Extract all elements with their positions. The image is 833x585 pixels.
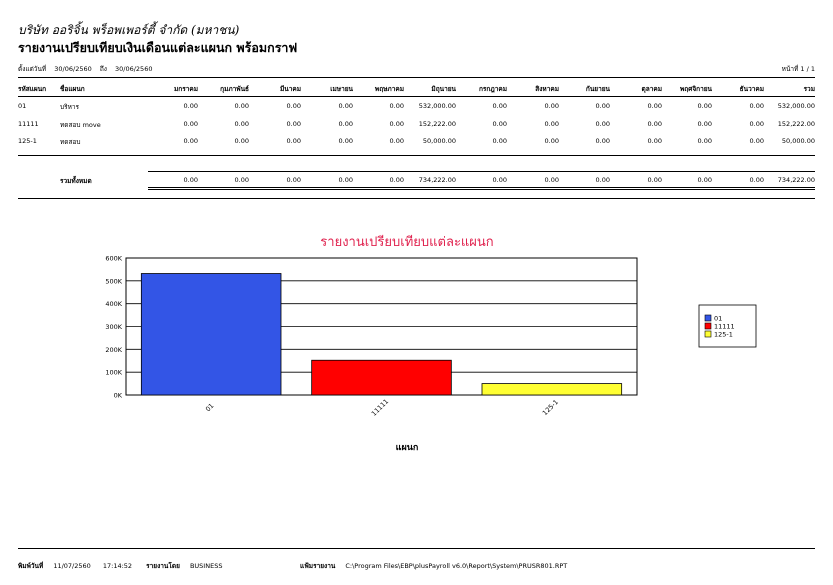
table-cell: 0.00	[595, 137, 610, 145]
table-cell: 0.00	[234, 102, 249, 110]
table-cell: 0.00	[647, 137, 662, 145]
table-cell: 0.00	[338, 137, 353, 145]
file-info	[300, 561, 567, 571]
total-cell: 0.00	[647, 176, 662, 184]
total-cell: 0.00	[234, 176, 249, 184]
y-tick-label: 0K	[113, 391, 122, 400]
y-tick-label: 500K	[105, 277, 122, 286]
table-cell: 152,222.00	[418, 120, 456, 128]
column-header: มิถุนายน	[431, 85, 456, 93]
footer-divider	[18, 548, 815, 549]
table-cell: 50,000.00	[781, 137, 815, 145]
table-cell: 0.00	[389, 137, 404, 145]
table-cell: 0.00	[697, 137, 712, 145]
column-header: สิงหาคม	[535, 85, 559, 93]
legend-swatch	[705, 315, 711, 321]
to-label: ถึง	[99, 65, 107, 73]
total-cell: 0.00	[492, 176, 507, 184]
table-cell: 532,000.00	[777, 102, 815, 110]
y-tick-label: 100K	[105, 368, 122, 377]
total-cell: 0.00	[544, 176, 559, 184]
date-range-label: ตั้งแต่วันที่	[18, 65, 47, 73]
total-cell: 0.00	[286, 176, 301, 184]
table-cell: 0.00	[286, 137, 301, 145]
column-header: มีนาคม	[279, 85, 301, 93]
table-cell: 0.00	[697, 120, 712, 128]
table-cell: 532,000.00	[418, 102, 456, 110]
y-tick-label: 600K	[105, 254, 122, 263]
column-header: ตุลาคม	[641, 85, 662, 93]
table-cell: ทดสอบ	[60, 138, 81, 146]
column-header: พฤษภาคม	[374, 85, 404, 93]
y-tick-label: 400K	[105, 300, 122, 309]
table-cell: 0.00	[492, 102, 507, 110]
file-label: แฟ้มรายงาน	[300, 562, 336, 570]
table-cell: 0.00	[595, 102, 610, 110]
table-cell: 0.00	[234, 120, 249, 128]
total-cell: รวมทั้งหมด	[60, 177, 92, 185]
total-cell: 734,222.00	[777, 176, 815, 184]
column-header: กุมภาพันธ์	[220, 85, 249, 93]
table-cell: 0.00	[234, 137, 249, 145]
legend-label: 11111	[714, 322, 735, 331]
table-cell: 0.00	[544, 120, 559, 128]
company-name: บริษัท ออริจิ้น พร็อพเพอร์ตี้ จำกัด (มหาชน)	[18, 23, 240, 37]
printed-by-label: รายงานโดย	[146, 562, 180, 570]
print-date: 11/07/2560	[53, 562, 91, 570]
legend-label: 01	[714, 314, 723, 323]
table-cell: 0.00	[338, 120, 353, 128]
table-cell: บริหาร	[60, 103, 80, 111]
x-tick-label: 01	[203, 401, 216, 414]
print-date-label: พิมพ์วันที่	[18, 562, 44, 570]
table-cell: 0.00	[286, 120, 301, 128]
table-cell: 0.00	[647, 120, 662, 128]
table-cell: 01	[18, 102, 27, 110]
report-title: รายงานเปรียบเทียบเงินเดือนแต่ละแผนก พร้อมกราฟ	[18, 40, 298, 55]
column-header: รหัสแผนก	[18, 85, 47, 93]
column-header: เมษายน	[330, 85, 353, 93]
column-header: กรกฎาคม	[478, 85, 507, 93]
table-cell: 0.00	[749, 137, 764, 145]
chart-x-axis-label: แผนก	[395, 443, 419, 453]
table-cell: 0.00	[183, 102, 198, 110]
legend-label: 125-1	[714, 330, 733, 339]
x-tick-label: 11111	[369, 397, 391, 418]
column-header: ชื่อแผนก	[60, 85, 85, 93]
legend-swatch	[705, 323, 711, 329]
page-number: หน้าที่ 1 / 1	[781, 65, 815, 73]
table-cell: 0.00	[544, 137, 559, 145]
date-to: 30/06/2560	[115, 65, 153, 73]
table-cell: 0.00	[286, 102, 301, 110]
table-cell: ทดสอบ move	[60, 121, 101, 129]
chart-title: รายงานเปรียบเทียบแต่ละแผนก	[320, 235, 494, 250]
y-tick-label: 300K	[105, 323, 122, 331]
bar	[141, 274, 281, 395]
date-from: 30/06/2560	[54, 65, 92, 73]
total-cell: 0.00	[338, 176, 353, 184]
total-cell: 0.00	[749, 176, 764, 184]
table-cell: 0.00	[492, 137, 507, 145]
table-cell: 0.00	[492, 120, 507, 128]
total-cell: 0.00	[697, 176, 712, 184]
footer	[18, 561, 222, 571]
table-cell: 11111	[18, 120, 39, 128]
table-cell: 0.00	[647, 102, 662, 110]
file-path: C:\Program Files\EBP\plusPayroll v6.0\Report\System\PRUSR801.RPT	[345, 562, 568, 570]
total-cell: 734,222.00	[418, 176, 456, 184]
column-header: ธันวาคม	[739, 85, 764, 93]
column-header: รวม	[803, 85, 815, 93]
table-cell: 0.00	[389, 120, 404, 128]
y-tick-label: 200K	[105, 345, 122, 354]
bar	[312, 360, 452, 395]
table-cell: 0.00	[544, 102, 559, 110]
x-tick-label: 125-1	[540, 398, 560, 418]
total-cell: 0.00	[183, 176, 198, 184]
table-cell: 0.00	[749, 120, 764, 128]
column-header: มกราคม	[174, 85, 198, 93]
table-cell: 0.00	[183, 137, 198, 145]
table-cell: 50,000.00	[422, 137, 456, 145]
table-cell: 0.00	[749, 102, 764, 110]
legend-swatch	[705, 331, 711, 337]
column-header: กันยายน	[585, 85, 610, 93]
column-header: พฤศจิกายน	[680, 85, 712, 93]
total-cell: 0.00	[595, 176, 610, 184]
printed-by: BUSINESS	[189, 562, 223, 570]
table-cell: 0.00	[389, 102, 404, 110]
table-cell: 152,222.00	[777, 120, 815, 128]
print-time: 17:14:52	[102, 562, 133, 570]
table-cell: 0.00	[183, 120, 198, 128]
table-cell: 0.00	[338, 102, 353, 110]
table-cell: 0.00	[697, 102, 712, 110]
table-cell: 125-1	[18, 137, 37, 145]
table-cell: 0.00	[595, 120, 610, 128]
total-cell: 0.00	[389, 176, 404, 184]
bar	[482, 384, 622, 395]
